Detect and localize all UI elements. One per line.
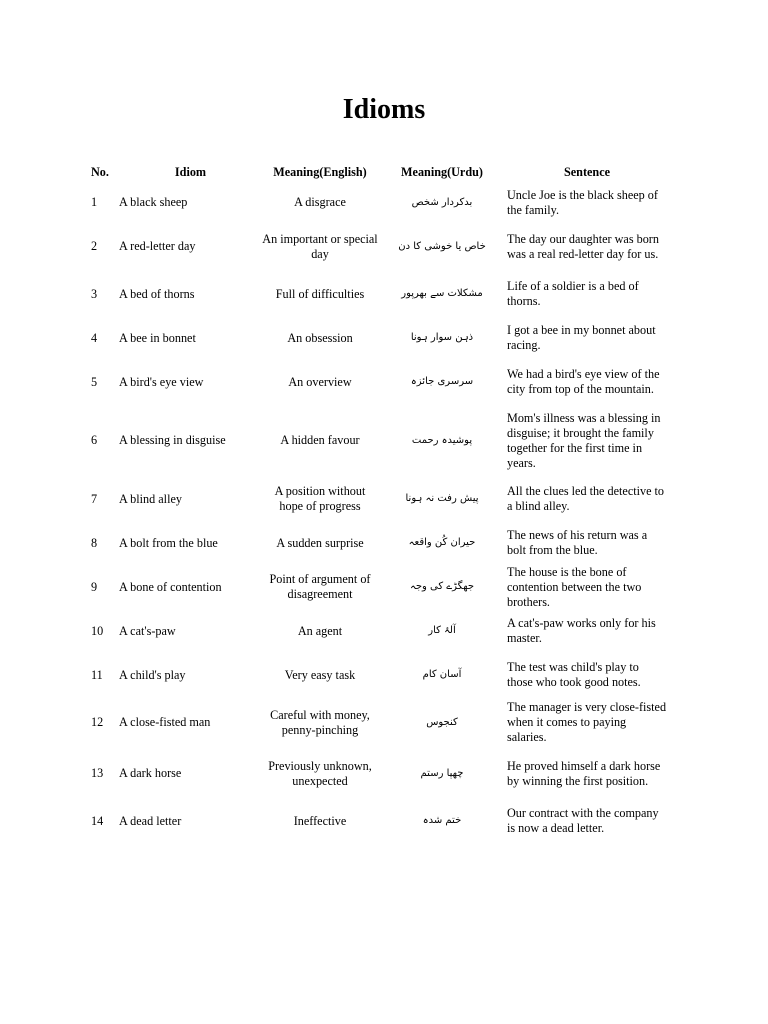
english-meaning-cell: Previously unknown, unexpected: [268, 758, 372, 788]
table-row: [86, 272, 686, 316]
table-row: [86, 221, 686, 272]
urdu-meaning-cell: مشکلات سے بھرپور: [401, 288, 483, 299]
row-number: 13: [91, 766, 104, 780]
row-number: 9: [91, 579, 98, 594]
idiom-cell: A blind alley: [119, 491, 182, 506]
english-meaning-cell: Careful with money, penny-pinching: [270, 707, 370, 737]
idiom-cell: A dead letter: [119, 813, 182, 828]
idiom-cell: A close-fisted man: [119, 715, 211, 729]
row-number: 10: [91, 623, 104, 638]
urdu-meaning-cell: ذہن سوار ہونا: [410, 332, 474, 343]
english-meaning-cell: A disgrace: [294, 195, 346, 209]
idiom-cell: A bolt from the blue: [119, 535, 218, 550]
urdu-meaning-cell: جھگڑے کی وجہ: [409, 581, 474, 592]
english-meaning-cell: A hidden favour: [280, 433, 360, 447]
english-meaning-cell: An overview: [288, 374, 352, 389]
urdu-meaning-cell: آسان کام: [422, 669, 462, 680]
header-no: No.: [91, 164, 109, 179]
urdu-meaning-cell: بدکردار شخص: [411, 196, 473, 208]
sentence-cell: The manager is very close-fisted when it comes to paying salaries.: [507, 700, 667, 744]
sentence-cell: Life of a soldier is a bed of thorns.: [507, 279, 639, 308]
idiom-cell: A cat's-paw: [119, 623, 176, 638]
sentence-cell: I got a bee in my bonnet about racing.: [507, 323, 656, 352]
table-row: [86, 360, 686, 404]
idiom-cell: A blessing in disguise: [119, 433, 226, 447]
urdu-meaning-cell: پوشیدہ رحمت: [411, 434, 473, 446]
sentence-cell: The day our daughter was born was a real red-letter day for us.: [507, 231, 659, 261]
table-row: [86, 184, 686, 221]
sentence-cell: Uncle Joe is the black sheep of the family.: [507, 187, 658, 217]
row-number: 3: [91, 286, 98, 301]
row-number: 8: [91, 535, 98, 550]
table-row: [86, 799, 686, 843]
urdu-meaning-cell: حیران کُن واقعہ: [408, 537, 476, 548]
table-row: [86, 565, 686, 609]
table-row: [86, 316, 686, 360]
header-urdu: Meaning(Urdu): [401, 164, 483, 179]
urdu-meaning-cell: خاص یا خوشی کا دن: [398, 240, 486, 252]
row-number: 11: [91, 667, 103, 682]
sentence-cell: We had a bird's eye view of the city from top of the mountain.: [507, 367, 660, 396]
idiom-cell: A bed of thorns: [119, 286, 195, 301]
english-meaning-cell: An obsession: [287, 330, 353, 345]
english-meaning-cell: An agent: [297, 623, 343, 638]
table-row: [86, 521, 686, 565]
sentence-cell: All the clues led the detective to a blind alley.: [507, 484, 665, 513]
row-number: 12: [91, 715, 104, 729]
english-meaning-cell: A sudden surprise: [276, 535, 364, 550]
sentence-cell: The house is the bone of contention between the two brothers.: [507, 564, 642, 609]
idiom-cell: A bone of contention: [119, 579, 222, 594]
english-meaning-cell: Full of difficulties: [275, 286, 365, 301]
english-meaning-cell: Ineffective: [293, 813, 347, 828]
urdu-meaning-cell: سرسری جائزہ: [410, 376, 474, 387]
table-row: [86, 477, 686, 521]
idiom-cell: A black sheep: [119, 195, 188, 209]
idiom-cell: A child's play: [119, 667, 186, 682]
table-header: [86, 160, 686, 184]
idiom-cell: A bee in bonnet: [119, 330, 196, 345]
sentence-cell: The news of his return was a bolt from the blue.: [507, 528, 648, 557]
row-number: 4: [91, 330, 98, 345]
urdu-meaning-cell: ختم شدہ: [422, 815, 462, 826]
row-number: 6: [91, 433, 98, 447]
idiom-cell: A bird's eye view: [119, 374, 204, 389]
sentence-cell: A cat's-paw works only for his master.: [507, 616, 656, 645]
idiom-cell: A red-letter day: [119, 239, 196, 253]
urdu-meaning-cell: پیش رفت نہ ہونا: [405, 493, 479, 504]
sentence-cell: The test was child's play to those who took good notes.: [507, 660, 641, 689]
table-row: [86, 653, 686, 697]
english-meaning-cell: An important or special day: [262, 231, 378, 261]
english-meaning-cell: A position without hope of progress: [274, 484, 366, 513]
row-number: 5: [91, 374, 98, 389]
row-number: 14: [91, 813, 104, 828]
table-body: [86, 184, 686, 843]
idiom-cell: A dark horse: [119, 766, 182, 780]
header-sentence: Sentence: [563, 164, 611, 179]
table-row: [86, 404, 686, 477]
sentence-cell: Mom's illness was a blessing in disguise; it brought the family together for the first time in years.: [507, 410, 661, 470]
english-meaning-cell: Very easy task: [284, 667, 356, 682]
table-row: [86, 748, 686, 799]
row-number: 7: [91, 491, 98, 506]
page-title: Idioms: [342, 94, 426, 125]
urdu-meaning-cell: چھپا رستم: [420, 767, 464, 779]
sentence-cell: Our contract with the company is now a dead letter.: [507, 806, 659, 835]
urdu-meaning-cell: کنجوس: [426, 716, 458, 728]
urdu-meaning-cell: آلۂ کار: [428, 625, 456, 636]
header-english: Meaning(English): [273, 164, 367, 179]
table-row: [86, 609, 686, 653]
idioms-table: [86, 160, 686, 843]
row-number: 1: [91, 195, 98, 209]
row-number: 2: [91, 239, 98, 253]
table-row: [86, 697, 686, 748]
sentence-cell: He proved himself a dark horse by winning the first position.: [507, 758, 661, 788]
english-meaning-cell: Point of argument of disagreement: [269, 572, 371, 601]
header-idiom: Idiom: [174, 164, 207, 179]
